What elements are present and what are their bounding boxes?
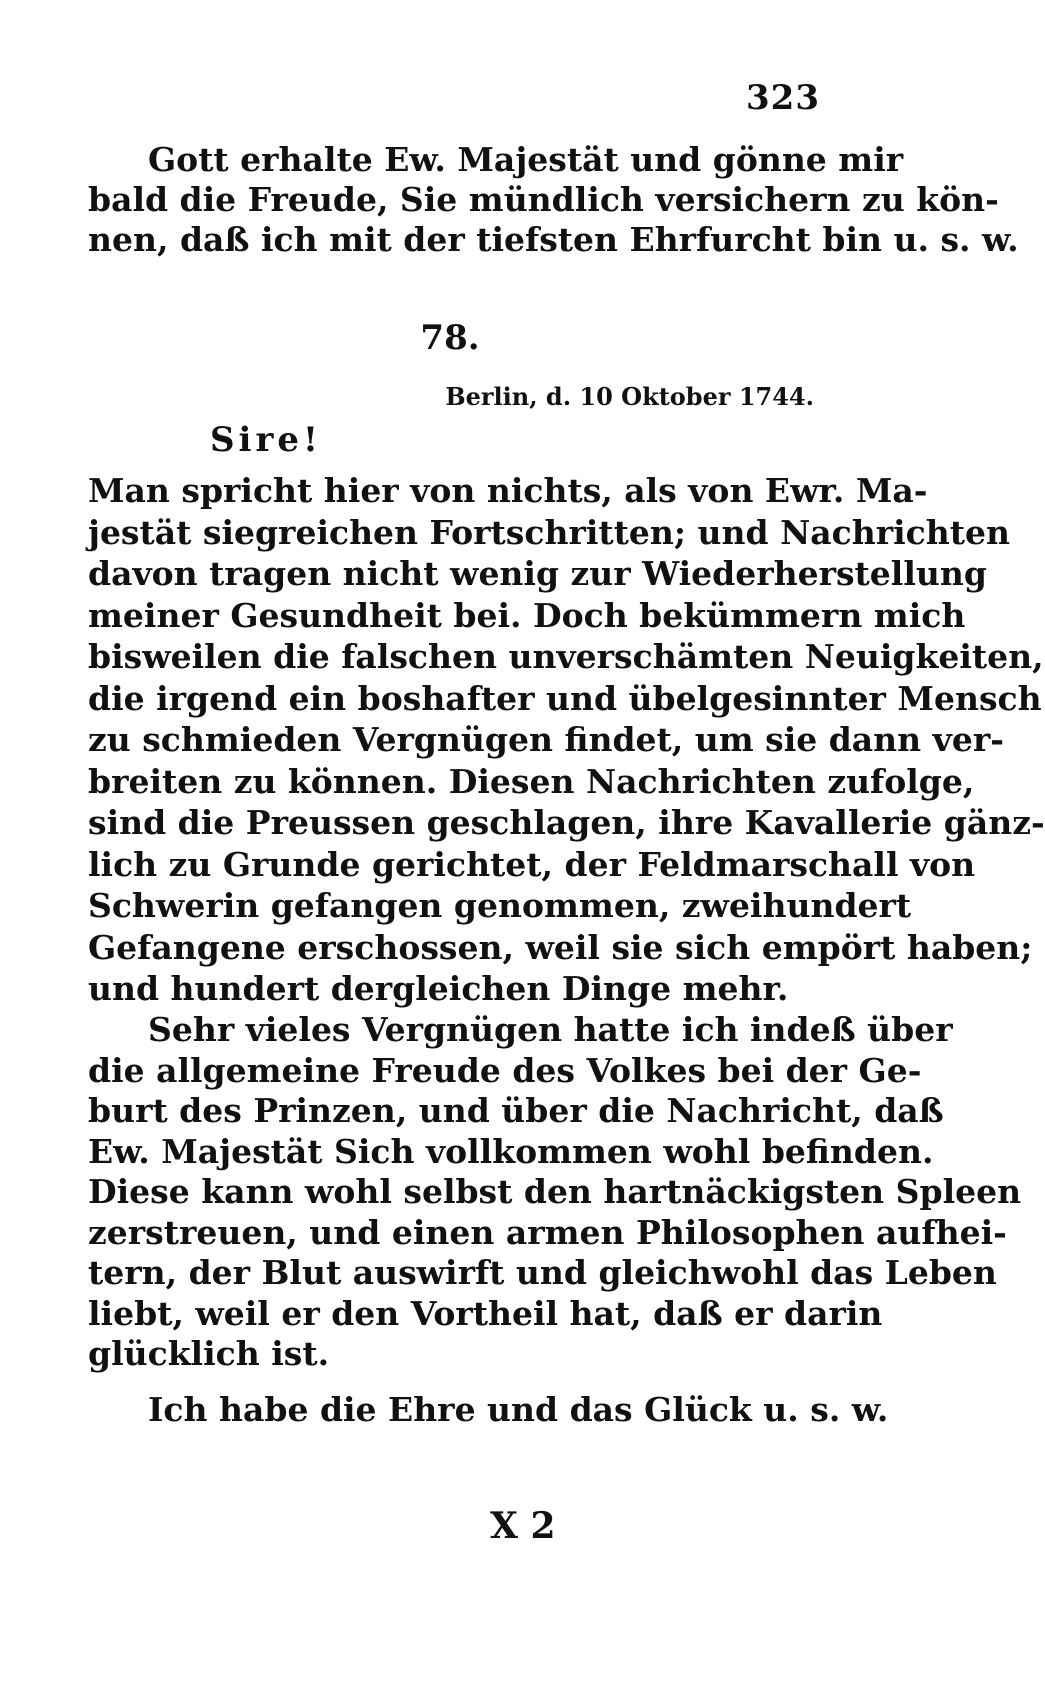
text-line: glücklich ist. <box>88 1334 330 1373</box>
letter-closing: Ich habe die Ehre und das Glück u. s. w. <box>148 1390 889 1429</box>
text-line: burt des Prinzen, und über die Nachricht, daß <box>88 1091 944 1130</box>
page-number: 323 <box>746 78 820 118</box>
text-line: davon tragen nicht wenig zur Wiederherstellung <box>88 554 987 593</box>
text-line: Sehr vieles Vergnügen hatte ich indeß über <box>148 1010 953 1049</box>
text-line: die irgend ein boshafter und übelgesinnter Mensch <box>88 678 1042 718</box>
text-line: Schwerin gefangen genommen, zweihundert <box>88 886 912 925</box>
text-line: und hundert dergleichen Dinge mehr. <box>88 969 789 1008</box>
text-line: sind die Preussen geschlagen, ihre Kavallerie gänz- <box>88 803 1045 842</box>
text-line: zerstreuen, und einen armen Philosophen aufhei- <box>88 1212 1007 1252</box>
text-line: nen, daß ich mit der tiefsten Ehrfurcht bin u. s. w. <box>88 220 1019 259</box>
text-line: bald die Freude, Sie mündlich versichern zu kön- <box>88 180 999 219</box>
letter-salutation: Sire! <box>210 420 322 460</box>
text-line: liebt, weil er den Vortheil hat, daß er darin <box>88 1293 883 1333</box>
text-line: zu schmieden Vergnügen findet, um sie dann ver- <box>88 720 1004 759</box>
text-line: Diese kann wohl selbst den hartnäckigsten Spleen <box>88 1172 1022 1211</box>
letter-paragraph-1 <box>88 470 1045 1010</box>
text-line: Gefangene erschossen, weil sie sich empört haben; <box>88 927 1033 967</box>
text-line: bisweilen die falschen unverschämten Neuigkeiten, <box>88 637 1044 676</box>
letter-paragraph-2 <box>88 1010 1022 1375</box>
text-line: jestät siegreichen Fortschritten; und Nachrichten <box>88 512 1010 552</box>
text-line: lich zu Grunde gerichtet, der Feldmarschall von <box>88 844 976 884</box>
letter-dateline: Berlin, d. 10 Oktober 1744. <box>445 382 814 411</box>
text-line: Man spricht hier von nichts, als von Ewr. Ma- <box>88 471 928 510</box>
text-line: breiten zu können. Diesen Nachrichten zufolge, <box>88 761 975 801</box>
text-line: tern, der Blut auswirft und gleichwohl das Leben <box>88 1253 997 1292</box>
text-line: meiner Gesundheit bei. Doch bekümmern mich <box>88 595 966 635</box>
text-line: die allgemeine Freude des Volkes bei der Ge- <box>88 1050 922 1090</box>
opening-paragraph <box>88 140 1019 260</box>
letter-number: 78. <box>420 318 480 358</box>
text-line: Gott erhalte Ew. Majestät und gönne mir <box>148 140 904 179</box>
printer-signature-mark: X 2 <box>490 1505 556 1547</box>
text-line: Ew. Majestät Sich vollkommen wohl befinden. <box>88 1131 934 1171</box>
